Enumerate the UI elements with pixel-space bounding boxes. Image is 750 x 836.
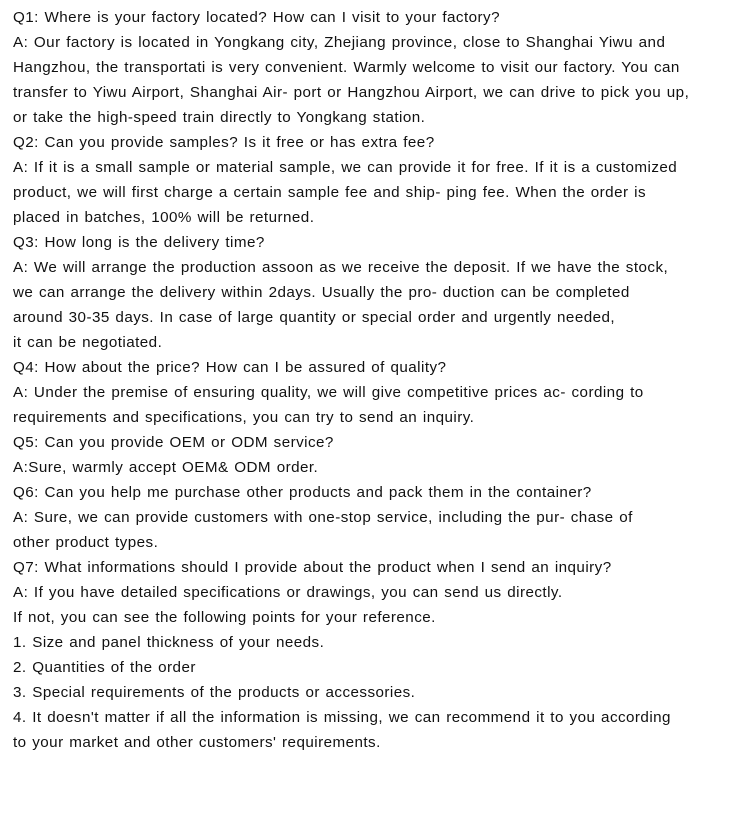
faq-line: Q6: Can you help me purchase other products and pack them in the container?: [13, 484, 592, 501]
faq-line: Q4: How about the price? How can I be assured of quality?: [13, 359, 447, 376]
faq-line: placed in batches, 100% will be returned.: [13, 209, 315, 226]
faq-line: Q3: How long is the delivery time?: [13, 234, 265, 251]
faq-line: Q5: Can you provide OEM or ODM service?: [13, 434, 334, 451]
faq-line: product, we will first charge a certain sample fee and ship- ping fee. When the order is: [13, 184, 647, 201]
faq-line: A: We will arrange the production assoon as we receive the deposit. If we have the stock,: [13, 259, 669, 276]
faq-line: Q7: What informations should I provide about the product when I send an inquiry?: [13, 559, 612, 576]
faq-line: If not, you can see the following points for your reference.: [13, 609, 436, 626]
faq-line: around 30-35 days. In case of large quantity or special order and urgently needed,: [13, 309, 616, 326]
faq-line: other product types.: [13, 534, 159, 551]
faq-line: Q2: Can you provide samples? Is it free or has extra fee?: [13, 134, 435, 151]
faq-line: A: Our factory is located in Yongkang city, Zhejiang province, close to Shanghai Yiwu and: [13, 34, 666, 51]
faq-line: Q1: Where is your factory located? How can I visit to your factory?: [13, 9, 500, 26]
faq-line: transfer to Yiwu Airport, Shanghai Air- port or Hangzhou Airport, we can drive to pick you up,: [13, 84, 690, 101]
faq-line: 3. Special requirements of the products or accessories.: [13, 684, 416, 701]
faq-line: A: Sure, we can provide customers with one-stop service, including the pur- chase of: [13, 509, 633, 526]
faq-line: or take the high-speed train directly to Yongkang station.: [13, 109, 426, 126]
faq-line: we can arrange the delivery within 2days. Usually the pro- duction can be completed: [13, 284, 630, 301]
faq-line: A: If it is a small sample or material sample, we can provide it for free. If it is a customized: [13, 159, 678, 176]
faq-line: 1. Size and panel thickness of your needs.: [13, 634, 325, 651]
faq-line: A:Sure, warmly accept OEM& ODM order.: [13, 459, 319, 476]
faq-line: A: Under the premise of ensuring quality, we will give competitive prices ac- cording to: [13, 384, 644, 401]
faq-line: A: If you have detailed specifications or drawings, you can send us directly.: [13, 584, 563, 601]
faq-line: it can be negotiated.: [13, 334, 163, 351]
faq-line: Hangzhou, the transportati is very convenient. Warmly welcome to visit our factory. You can: [13, 59, 680, 76]
faq-line: requirements and specifications, you can try to send an inquiry.: [13, 409, 475, 426]
faq-line: to your market and other customers' requirements.: [13, 734, 381, 751]
faq-line: 2. Quantities of the order: [13, 659, 196, 676]
faq-line: 4. It doesn't matter if all the information is missing, we can recommend it to you according: [13, 709, 671, 726]
